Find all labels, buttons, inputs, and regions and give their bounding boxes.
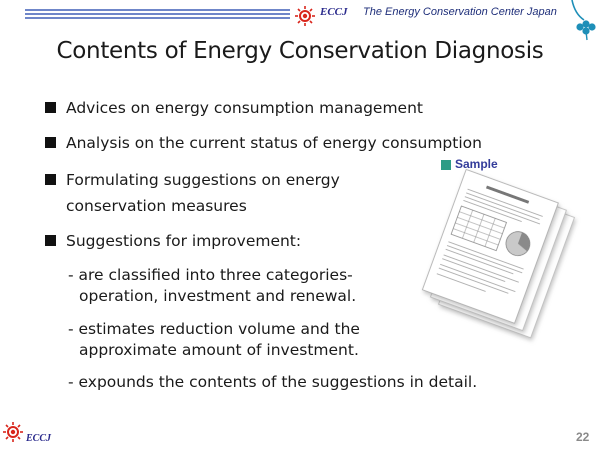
sub-item-text-continued: operation, investment and renewal. (79, 287, 357, 305)
sub-item-text: - expounds the contents of the suggestions in detail. (68, 373, 478, 391)
sub-item-text-continued: approximate amount of investment. (79, 341, 359, 359)
page-number: 22 (576, 430, 590, 444)
sample-label: Sample (455, 157, 498, 171)
bullet-text: Suggestions for improvement: (66, 232, 302, 250)
header-logo-text: ECCJ (320, 6, 348, 18)
bullet-text: Formulating suggestions on energy (66, 171, 340, 189)
bullet-square-icon (45, 235, 56, 246)
bullet-square-icon (45, 102, 56, 113)
bullet-text: Advices on energy consumption management (66, 99, 423, 117)
eccj-sun-logo-icon (2, 421, 24, 443)
bullet-text-continued: conservation measures (66, 197, 247, 215)
organization-name: The Energy Conservation Center Japan (363, 6, 557, 18)
sample-report-image (420, 168, 595, 348)
bullet-square-icon (45, 137, 56, 148)
sub-item-text: - estimates reduction volume and the (68, 320, 360, 338)
bullet-square-icon (45, 174, 56, 185)
eccj-sun-logo-icon (294, 5, 316, 27)
slide-title: Contents of Energy Conservation Diagnosis (56, 38, 544, 64)
header-decorative-lines (25, 9, 290, 19)
bullet-text: Analysis on the current status of energy consumption (66, 134, 482, 152)
footer-logo-text: ECCJ (26, 433, 52, 444)
sub-item-text: - are classified into three categories- (68, 266, 353, 284)
